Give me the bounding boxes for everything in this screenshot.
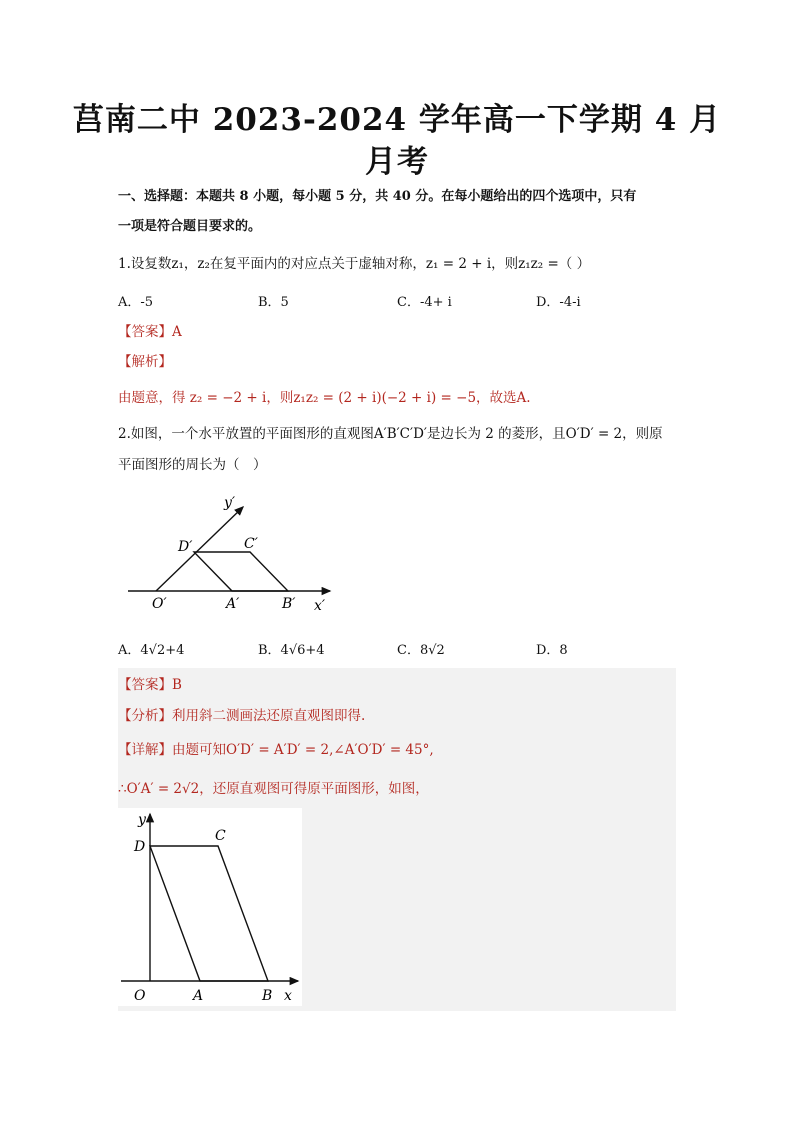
q2-answer: 【答案】B xyxy=(118,677,182,693)
q2-stem-line1: 2.如图，一个水平放置的平面图形的直观图A′B′C′D′是边长为 2 的菱形，且O′D′ = 2，则原 xyxy=(118,426,663,442)
oblique-figure xyxy=(118,485,348,620)
q2-option-c: C．8√2 xyxy=(397,643,445,658)
q2-option-a: A．4√2+4 xyxy=(118,643,185,658)
q2-analysis: 【分析】利用斜二测画法还原直观图即得. xyxy=(118,708,366,724)
label-a-prime: A′ xyxy=(226,596,240,612)
q1-stem: 1.设复数z₁，z₂在复平面内的对应点关于虚轴对称，z₁ = 2 + i，则z₁z₂ =（ ） xyxy=(118,256,591,272)
q1-option-d: D．-4-i xyxy=(536,295,581,310)
doc-title-line2: 月考 xyxy=(365,144,429,180)
q1-option-a: A．-5 xyxy=(118,295,154,310)
doc-title-line1: 莒南二中 2023-2024 学年高一下学期 4 月 xyxy=(72,102,722,138)
label-d: D xyxy=(134,839,146,855)
label-d-prime: D′ xyxy=(178,539,193,555)
q2-detail: 【详解】由题可知O′D′ = A′D′ = 2,∠A′O′D′ = 45°, xyxy=(118,742,434,758)
q1-analysis-label: 【解析】 xyxy=(118,354,172,370)
q2-option-d: D．8 xyxy=(536,643,568,658)
label-c: C xyxy=(215,828,226,844)
q1-answer: 【答案】A xyxy=(118,324,182,340)
y-prime-axis xyxy=(156,507,243,591)
rhombus-abcd xyxy=(194,552,288,591)
q2-option-b: B．4√6+4 xyxy=(258,643,325,658)
q1-option-b: B．5 xyxy=(258,295,289,310)
q1-analysis: 由题意，得 z₂ = −2 + i，则z₁z₂ = (2 + i)(−2 + i) = −5，故选A. xyxy=(118,390,531,406)
label-y-prime: y′ xyxy=(224,495,236,511)
q2-detail2: ∴O′A′ = 2√2，还原直观图可得原平面图形，如图， xyxy=(118,781,429,797)
label-a: A xyxy=(193,988,204,1004)
label-x-prime: x′ xyxy=(314,598,326,614)
label-c-prime: C′ xyxy=(244,536,258,552)
original-figure xyxy=(118,808,302,1006)
section-header-line2: 一项是符合题目要求的。 xyxy=(118,219,262,234)
label-b-prime: B′ xyxy=(282,596,296,612)
label-y: y xyxy=(138,812,146,828)
label-o: O xyxy=(134,988,146,1004)
q1-option-c: C．-4+ i xyxy=(397,295,452,310)
label-x: x xyxy=(284,988,292,1004)
label-b: B xyxy=(262,988,273,1004)
section-header-line1: 一、选择题：本题共 8 小题，每小题 5 分，共 40 分。在每小题给出的四个选项中，只有 xyxy=(118,189,637,204)
q2-stem-line2: 平面图形的周长为（ ） xyxy=(118,457,267,473)
label-o-prime: O′ xyxy=(152,596,167,612)
